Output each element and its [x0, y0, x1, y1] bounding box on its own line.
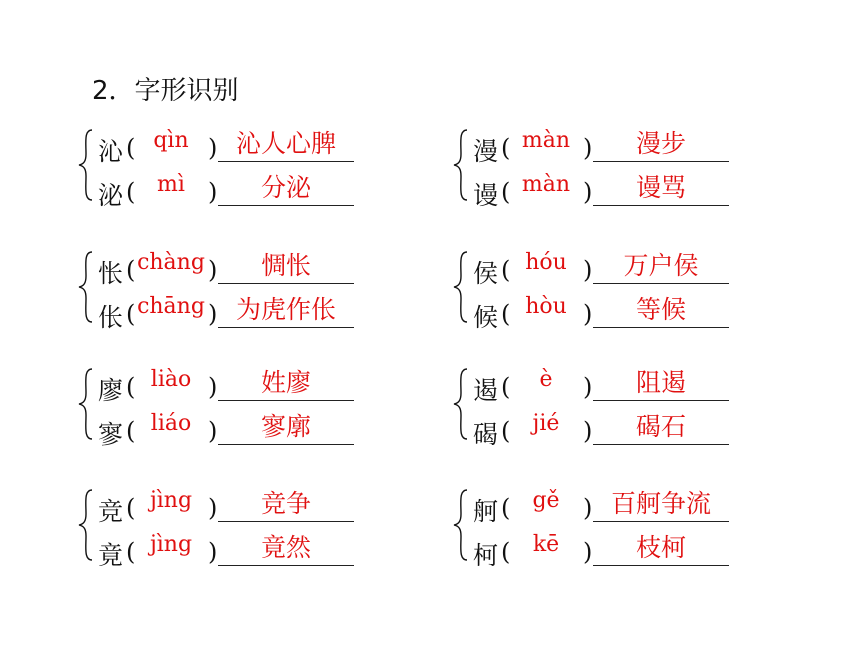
- pinyin: hóu: [525, 250, 567, 275]
- char: 柯: [473, 541, 499, 570]
- answer-blank: [593, 488, 729, 522]
- paren-close: ): [583, 134, 593, 162]
- answer-word: 万户侯: [623, 251, 699, 280]
- section-title: 2．字形识别: [92, 76, 239, 106]
- brace-icon: [78, 367, 94, 441]
- pinyin: hòu: [525, 294, 567, 319]
- char: 廖: [98, 376, 124, 405]
- answer-word: 姓廖: [260, 368, 311, 397]
- paren-close: ): [208, 538, 218, 566]
- char: 伥: [98, 303, 124, 332]
- paren-open: (: [501, 300, 511, 328]
- answer-blank: [593, 128, 729, 162]
- paren-close: ): [208, 300, 218, 328]
- answer-word: 枝柯: [635, 533, 686, 562]
- brace-icon: [78, 488, 94, 562]
- paren-close: ): [583, 417, 593, 445]
- paren-open: (: [501, 134, 511, 162]
- char-group: [78, 488, 378, 578]
- paren-close: ): [208, 256, 218, 284]
- answer-word: 寥廓: [260, 412, 311, 441]
- paren-close: ): [208, 373, 218, 401]
- brace-icon: [453, 128, 469, 202]
- paren-close: ): [208, 417, 218, 445]
- paren-open: (: [126, 300, 136, 328]
- pinyin: jìng: [149, 532, 193, 557]
- pinyin: jìng: [149, 488, 193, 513]
- pinyin: liào: [150, 367, 192, 392]
- pinyin: chàng: [137, 250, 205, 275]
- pinyin: màn: [521, 172, 571, 197]
- answer-blank: [218, 488, 354, 522]
- answer-blank: [218, 411, 354, 445]
- brace-icon: [78, 250, 94, 324]
- answer-word: 碣石: [635, 412, 686, 441]
- pinyin: chāng: [137, 294, 205, 319]
- paren-open: (: [126, 178, 136, 206]
- char: 侯: [473, 259, 499, 288]
- brace-icon: [453, 367, 469, 441]
- answer-blank: [218, 128, 354, 162]
- answer-word: 阻遏: [635, 368, 686, 397]
- paren-open: (: [126, 134, 136, 162]
- paren-close: ): [583, 256, 593, 284]
- char-group: [453, 488, 753, 578]
- paren-close: ): [583, 373, 593, 401]
- paren-open: (: [501, 256, 511, 284]
- answer-blank: [593, 532, 729, 566]
- char-group: [453, 128, 753, 218]
- pinyin: mì: [157, 172, 185, 197]
- answer-word: 为虎作伥: [235, 295, 336, 324]
- char-group: [78, 250, 378, 340]
- char-group: [453, 250, 753, 340]
- char-group: [78, 128, 378, 218]
- answer-word: 漫步: [635, 129, 686, 158]
- paren-close: ): [208, 178, 218, 206]
- answer-blank: [218, 250, 354, 284]
- answer-blank: [218, 367, 354, 401]
- answer-word: 等候: [635, 295, 686, 324]
- paren-open: (: [126, 373, 136, 401]
- answer-word: 竞争: [260, 489, 311, 518]
- pinyin: kē: [532, 532, 560, 557]
- answer-word: 百舸争流: [610, 489, 711, 518]
- pinyin: jié: [532, 411, 560, 436]
- char: 怅: [98, 259, 124, 288]
- answer-word: 分泌: [260, 173, 311, 202]
- char: 竟: [98, 541, 124, 570]
- answer-blank: [593, 294, 729, 328]
- brace-icon: [453, 250, 469, 324]
- char-group: [453, 367, 753, 457]
- paren-open: (: [501, 538, 511, 566]
- char: 泌: [98, 181, 124, 210]
- paren-open: (: [126, 256, 136, 284]
- answer-blank: [593, 250, 729, 284]
- answer-word: 沁人心脾: [235, 129, 336, 158]
- paren-close: ): [583, 538, 593, 566]
- paren-open: (: [501, 178, 511, 206]
- pinyin: màn: [521, 128, 571, 153]
- paren-open: (: [501, 373, 511, 401]
- paren-close: ): [583, 300, 593, 328]
- answer-blank: [593, 367, 729, 401]
- char: 碣: [473, 420, 499, 449]
- paren-open: (: [501, 494, 511, 522]
- char: 谩: [473, 181, 499, 210]
- answer-blank: [593, 172, 729, 206]
- char-group: [78, 367, 378, 457]
- answer-word: 竟然: [260, 533, 311, 562]
- answer-word: 谩骂: [635, 173, 686, 202]
- paren-close: ): [208, 494, 218, 522]
- brace-icon: [78, 128, 94, 202]
- paren-close: ): [583, 494, 593, 522]
- char: 沁: [98, 137, 124, 166]
- char: 漫: [473, 137, 499, 166]
- paren-open: (: [126, 417, 136, 445]
- char: 舸: [473, 497, 499, 526]
- paren-open: (: [501, 417, 511, 445]
- pinyin: gě: [532, 488, 560, 513]
- answer-blank: [593, 411, 729, 445]
- paren-open: (: [126, 538, 136, 566]
- brace-icon: [453, 488, 469, 562]
- answer-blank: [218, 294, 354, 328]
- paren-close: ): [583, 178, 593, 206]
- answer-blank: [218, 532, 354, 566]
- pinyin: qìn: [153, 128, 189, 153]
- paren-open: (: [126, 494, 136, 522]
- char: 遏: [473, 376, 499, 405]
- paren-close: ): [208, 134, 218, 162]
- pinyin: liáo: [150, 411, 192, 436]
- char: 寥: [98, 420, 124, 449]
- char: 候: [473, 303, 499, 332]
- answer-blank: [218, 172, 354, 206]
- pinyin: è: [539, 367, 553, 392]
- answer-word: 惆怅: [260, 251, 311, 280]
- char: 竞: [98, 497, 124, 526]
